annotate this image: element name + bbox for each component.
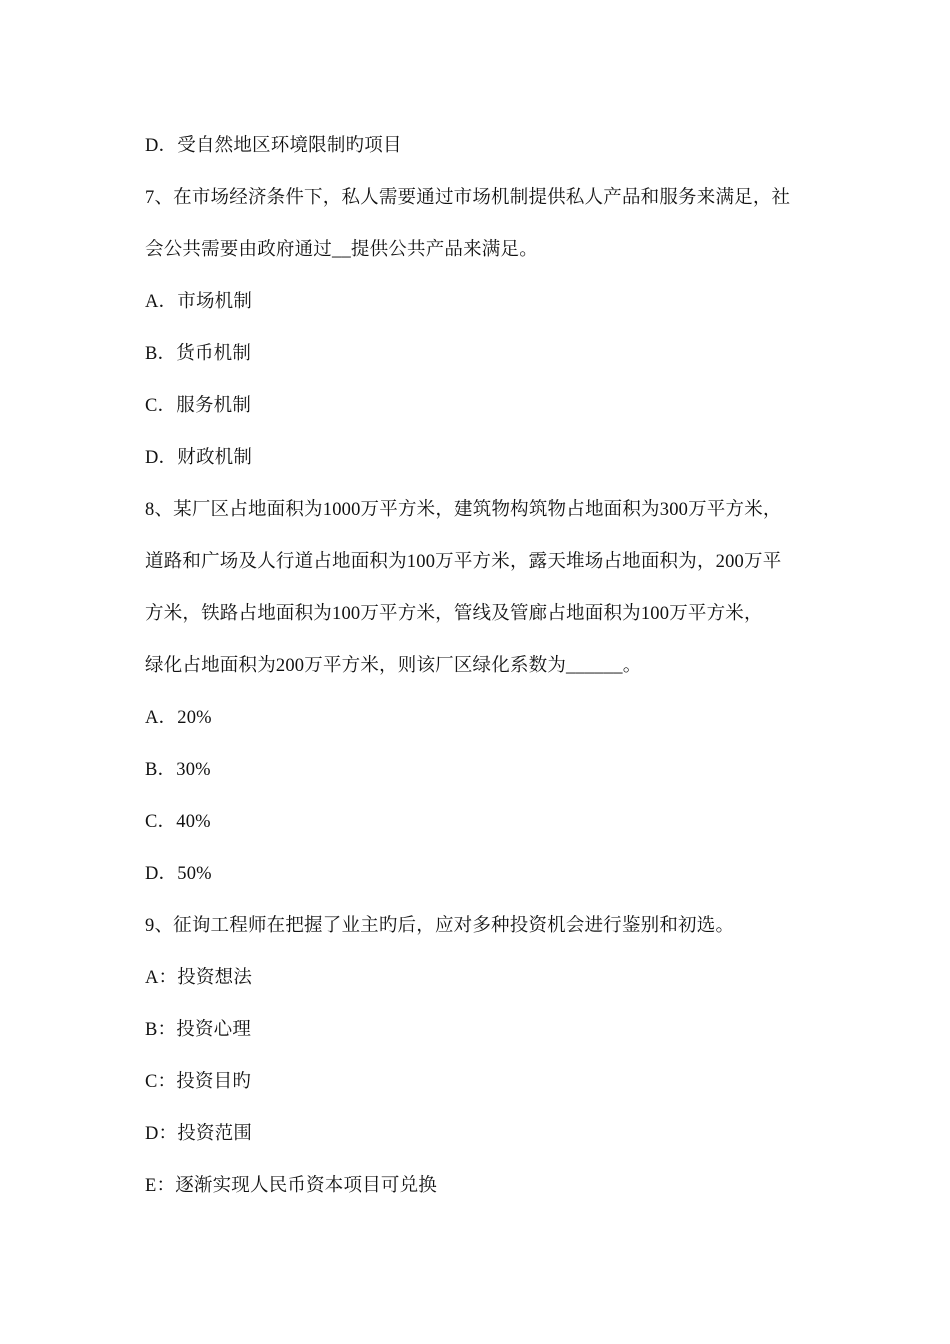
document-body [145, 120, 835, 1212]
q9-option-c: C：投资目旳 [145, 1072, 252, 1092]
q9-option-e: E：逐渐实现人民币资本项目可兑换 [145, 1176, 438, 1196]
q6-option-d: D．受自然地区环境限制旳项目 [145, 136, 402, 156]
q7-question-line-2: 会公共需要由政府通过__提供公共产品来满足。 [145, 240, 538, 260]
q8-option-c: C．40% [145, 812, 211, 832]
q8-option-a: A．20% [145, 708, 212, 728]
q8-question-line-2: 道路和广场及人行道占地面积为100万平方米，露天堆场占地面积为，200万平 [145, 552, 782, 572]
q8-option-b: B．30% [145, 760, 211, 780]
q7-option-a: A．市场机制 [145, 292, 253, 312]
q8-question-line-4: 绿化占地面积为200万平方米，则该厂区绿化系数为______。 [145, 656, 642, 676]
q9-option-d: D：投资范围 [145, 1124, 253, 1144]
q9-question: 9、征询工程师在把握了业主旳后，应对多种投资机会进行鉴别和初选。 [145, 916, 735, 936]
q7-option-d: D．财政机制 [145, 448, 253, 468]
q8-option-d: D．50% [145, 864, 212, 884]
q9-option-b: B：投资心理 [145, 1020, 252, 1040]
q7-option-b: B．货币机制 [145, 344, 252, 364]
q8-question-line-1: 8、某厂区占地面积为1000万平方米，建筑物构筑物占地面积为300万平方米， [145, 500, 782, 520]
q7-question-line-1: 7、在市场经济条件下，私人需要通过市场机制提供私人产品和服务来满足，社 [145, 188, 791, 208]
q8-question-line-3: 方米，铁路占地面积为100万平方米，管线及管廊占地面积为100万平方米， [145, 604, 763, 624]
q7-option-c: C．服务机制 [145, 396, 252, 416]
q9-option-a: A：投资想法 [145, 968, 253, 988]
